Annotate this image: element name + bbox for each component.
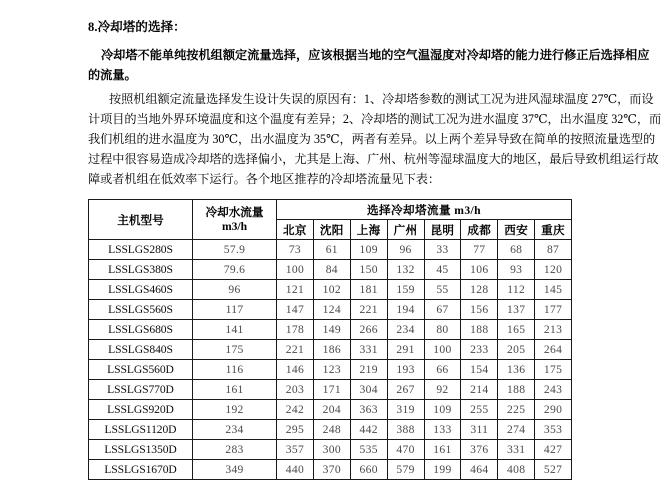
cell-tower-flow: 221 xyxy=(277,340,314,360)
cell-tower-flow: 109 xyxy=(424,400,461,420)
cell-tower-flow: 66 xyxy=(424,360,461,380)
cell-tower-flow: 84 xyxy=(313,260,350,280)
cell-tower-flow: 248 xyxy=(313,420,350,440)
cell-tower-flow: 213 xyxy=(535,320,572,340)
cell-tower-flow: 109 xyxy=(350,240,387,260)
cell-tower-flow: 233 xyxy=(461,340,498,360)
column-header-city-chengdu: 成都 xyxy=(461,220,498,240)
cell-tower-flow: 136 xyxy=(498,360,535,380)
bold-paragraph xyxy=(88,45,650,85)
cooling-tower-table-wrapper xyxy=(88,199,572,480)
cell-tower-flow: 194 xyxy=(387,300,424,320)
water-flow-label-line1: 冷却水流量 xyxy=(205,205,264,219)
cell-water-flow: 116 xyxy=(193,360,277,380)
table-row xyxy=(89,260,572,280)
cell-tower-flow: 193 xyxy=(387,360,424,380)
cell-tower-flow: 147 xyxy=(277,300,314,320)
cell-tower-flow: 442 xyxy=(350,420,387,440)
cell-tower-flow: 300 xyxy=(313,440,350,460)
cell-tower-flow: 87 xyxy=(535,240,572,260)
table-row xyxy=(89,340,572,360)
table-row xyxy=(89,380,572,400)
cell-tower-flow: 186 xyxy=(313,340,350,360)
cell-tower-flow: 137 xyxy=(498,300,535,320)
table-row xyxy=(89,440,572,460)
cell-tower-flow: 145 xyxy=(535,280,572,300)
cell-tower-flow: 353 xyxy=(535,420,572,440)
cell-tower-flow: 96 xyxy=(387,240,424,260)
cell-model: LSSLGS1670D xyxy=(89,460,193,480)
cell-tower-flow: 165 xyxy=(498,320,535,340)
cell-tower-flow: 470 xyxy=(387,440,424,460)
cell-tower-flow: 156 xyxy=(461,300,498,320)
cell-tower-flow: 178 xyxy=(277,320,314,340)
column-header-city-chongqing: 重庆 xyxy=(535,220,572,240)
table-head xyxy=(89,200,572,240)
cell-model: LSSLGS560D xyxy=(89,360,193,380)
cell-model: LSSLGS1350D xyxy=(89,440,193,460)
column-header-city-shenyang: 沈阳 xyxy=(313,220,350,240)
cell-model: LSSLGS1120D xyxy=(89,420,193,440)
water-flow-label-line2: m3/h xyxy=(221,219,248,233)
cell-tower-flow: 243 xyxy=(535,380,572,400)
cell-tower-flow: 171 xyxy=(313,380,350,400)
page-title: 8.冷却塔的选择： xyxy=(88,20,186,34)
cell-tower-flow: 77 xyxy=(461,240,498,260)
body-paragraph-line: 按照机组额定流量选择发生设计失误的原因有：1、冷却塔参数的测试工况为进风湿球温度 27℃，而设 xyxy=(109,92,654,106)
cell-tower-flow: 128 xyxy=(461,280,498,300)
cell-tower-flow: 161 xyxy=(424,440,461,460)
cell-tower-flow: 363 xyxy=(350,400,387,420)
cell-tower-flow: 267 xyxy=(387,380,424,400)
column-header-group-tower-flow: 选择冷却塔流量 m3/h xyxy=(277,200,572,220)
bold-paragraph-line: 的流量。 xyxy=(88,68,137,82)
cell-water-flow: 96 xyxy=(193,280,277,300)
cell-tower-flow: 311 xyxy=(461,420,498,440)
body-paragraph-line: 计项目的当地外界环境温度和这个温度有差异；2、冷却塔的测试工况为进水温度 37℃，出水温度 32℃，而 xyxy=(88,112,662,126)
column-header-city-kunming: 昆明 xyxy=(424,220,461,240)
cell-tower-flow: 177 xyxy=(535,300,572,320)
column-header-city-guangzhou: 广州 xyxy=(387,220,424,240)
cell-water-flow: 175 xyxy=(193,340,277,360)
cell-tower-flow: 535 xyxy=(350,440,387,460)
column-header-city-xian: 西安 xyxy=(498,220,535,240)
cell-tower-flow: 225 xyxy=(498,400,535,420)
cell-tower-flow: 132 xyxy=(387,260,424,280)
body-paragraph-line: 我们机组的进水温度为 30℃，出水温度为 35℃，两者有差异。以上两个差异导致在简单的按照流量选型的 xyxy=(88,132,656,146)
cell-tower-flow: 33 xyxy=(424,240,461,260)
cell-water-flow: 234 xyxy=(193,420,277,440)
cell-tower-flow: 106 xyxy=(461,260,498,280)
cell-tower-flow: 266 xyxy=(350,320,387,340)
cell-tower-flow: 92 xyxy=(424,380,461,400)
cell-tower-flow: 203 xyxy=(277,380,314,400)
cell-tower-flow: 150 xyxy=(350,260,387,280)
cell-water-flow: 57.9 xyxy=(193,240,277,260)
cell-tower-flow: 100 xyxy=(424,340,461,360)
table-row xyxy=(89,460,572,480)
cell-tower-flow: 331 xyxy=(350,340,387,360)
cell-tower-flow: 188 xyxy=(498,380,535,400)
cell-tower-flow: 388 xyxy=(387,420,424,440)
table-row xyxy=(89,320,572,340)
table-row xyxy=(89,280,572,300)
cell-tower-flow: 219 xyxy=(350,360,387,380)
cell-tower-flow: 149 xyxy=(313,320,350,340)
cell-tower-flow: 124 xyxy=(313,300,350,320)
cell-tower-flow: 45 xyxy=(424,260,461,280)
cell-water-flow: 283 xyxy=(193,440,277,460)
column-header-city-beijing: 北京 xyxy=(277,220,314,240)
cell-model: LSSLGS770D xyxy=(89,380,193,400)
cell-tower-flow: 146 xyxy=(277,360,314,380)
cell-tower-flow: 120 xyxy=(535,260,572,280)
cell-tower-flow: 100 xyxy=(277,260,314,280)
cell-model: LSSLGS920D xyxy=(89,400,193,420)
column-header-city-shanghai: 上海 xyxy=(350,220,387,240)
cooling-tower-flow-table xyxy=(88,199,572,480)
cell-tower-flow: 290 xyxy=(535,400,572,420)
cell-tower-flow: 660 xyxy=(350,460,387,480)
cell-tower-flow: 68 xyxy=(498,240,535,260)
cell-tower-flow: 159 xyxy=(387,280,424,300)
cell-tower-flow: 61 xyxy=(313,240,350,260)
table-row xyxy=(89,360,572,380)
cell-tower-flow: 214 xyxy=(461,380,498,400)
cell-tower-flow: 357 xyxy=(277,440,314,460)
cell-tower-flow: 408 xyxy=(498,460,535,480)
cell-tower-flow: 579 xyxy=(387,460,424,480)
cell-model: LSSLGS380S xyxy=(89,260,193,280)
cell-tower-flow: 527 xyxy=(535,460,572,480)
cell-tower-flow: 234 xyxy=(387,320,424,340)
cell-water-flow: 161 xyxy=(193,380,277,400)
cell-tower-flow: 304 xyxy=(350,380,387,400)
cell-tower-flow: 199 xyxy=(424,460,461,480)
cell-tower-flow: 67 xyxy=(424,300,461,320)
cell-model: LSSLGS680S xyxy=(89,320,193,340)
cell-tower-flow: 121 xyxy=(277,280,314,300)
body-paragraph-line: 过程中很容易造成冷却塔的选择偏小，尤其是上海、广州、杭州等湿球温度大的地区，最后导致机组运行故 xyxy=(88,152,659,166)
cell-tower-flow: 93 xyxy=(498,260,535,280)
table-row xyxy=(89,240,572,260)
cell-tower-flow: 331 xyxy=(498,440,535,460)
cell-tower-flow: 319 xyxy=(387,400,424,420)
cell-water-flow: 349 xyxy=(193,460,277,480)
cell-tower-flow: 181 xyxy=(350,280,387,300)
cell-tower-flow: 154 xyxy=(461,360,498,380)
column-header-model: 主机型号 xyxy=(89,200,193,240)
cell-tower-flow: 123 xyxy=(313,360,350,380)
cell-water-flow: 192 xyxy=(193,400,277,420)
table-row xyxy=(89,420,572,440)
cell-tower-flow: 55 xyxy=(424,280,461,300)
table-header-row-1 xyxy=(89,200,572,220)
cell-tower-flow: 440 xyxy=(277,460,314,480)
cell-tower-flow: 102 xyxy=(313,280,350,300)
cell-model: LSSLGS280S xyxy=(89,240,193,260)
cell-tower-flow: 291 xyxy=(387,340,424,360)
cell-tower-flow: 205 xyxy=(498,340,535,360)
column-header-water-flow xyxy=(193,200,277,240)
cell-model: LSSLGS840S xyxy=(89,340,193,360)
cell-tower-flow: 295 xyxy=(277,420,314,440)
cell-model: LSSLGS460S xyxy=(89,280,193,300)
cell-tower-flow: 274 xyxy=(498,420,535,440)
cell-tower-flow: 188 xyxy=(461,320,498,340)
cell-tower-flow: 204 xyxy=(313,400,350,420)
cell-tower-flow: 464 xyxy=(461,460,498,480)
cell-tower-flow: 427 xyxy=(535,440,572,460)
cell-tower-flow: 370 xyxy=(313,460,350,480)
cell-model: LSSLGS560S xyxy=(89,300,193,320)
cell-tower-flow: 175 xyxy=(535,360,572,380)
cell-water-flow: 117 xyxy=(193,300,277,320)
table-row xyxy=(89,300,572,320)
table-row xyxy=(89,400,572,420)
table-body xyxy=(89,240,572,480)
body-paragraph-line: 障或者机组在低效率下运行。各个地区推荐的冷却塔流量见下表： xyxy=(88,172,440,186)
cell-tower-flow: 264 xyxy=(535,340,572,360)
bold-paragraph-line: 冷却塔不能单纯按机组额定流量选择，应该根据当地的空气温湿度对冷却塔的能力进行修正后选择相应 xyxy=(101,48,650,62)
cell-tower-flow: 112 xyxy=(498,280,535,300)
cell-water-flow: 79.6 xyxy=(193,260,277,280)
cell-tower-flow: 255 xyxy=(461,400,498,420)
cell-water-flow: 141 xyxy=(193,320,277,340)
cell-tower-flow: 376 xyxy=(461,440,498,460)
cell-tower-flow: 221 xyxy=(350,300,387,320)
cell-tower-flow: 80 xyxy=(424,320,461,340)
cell-tower-flow: 242 xyxy=(277,400,314,420)
body-paragraph xyxy=(88,89,662,189)
cell-tower-flow: 133 xyxy=(424,420,461,440)
cell-tower-flow: 73 xyxy=(277,240,314,260)
